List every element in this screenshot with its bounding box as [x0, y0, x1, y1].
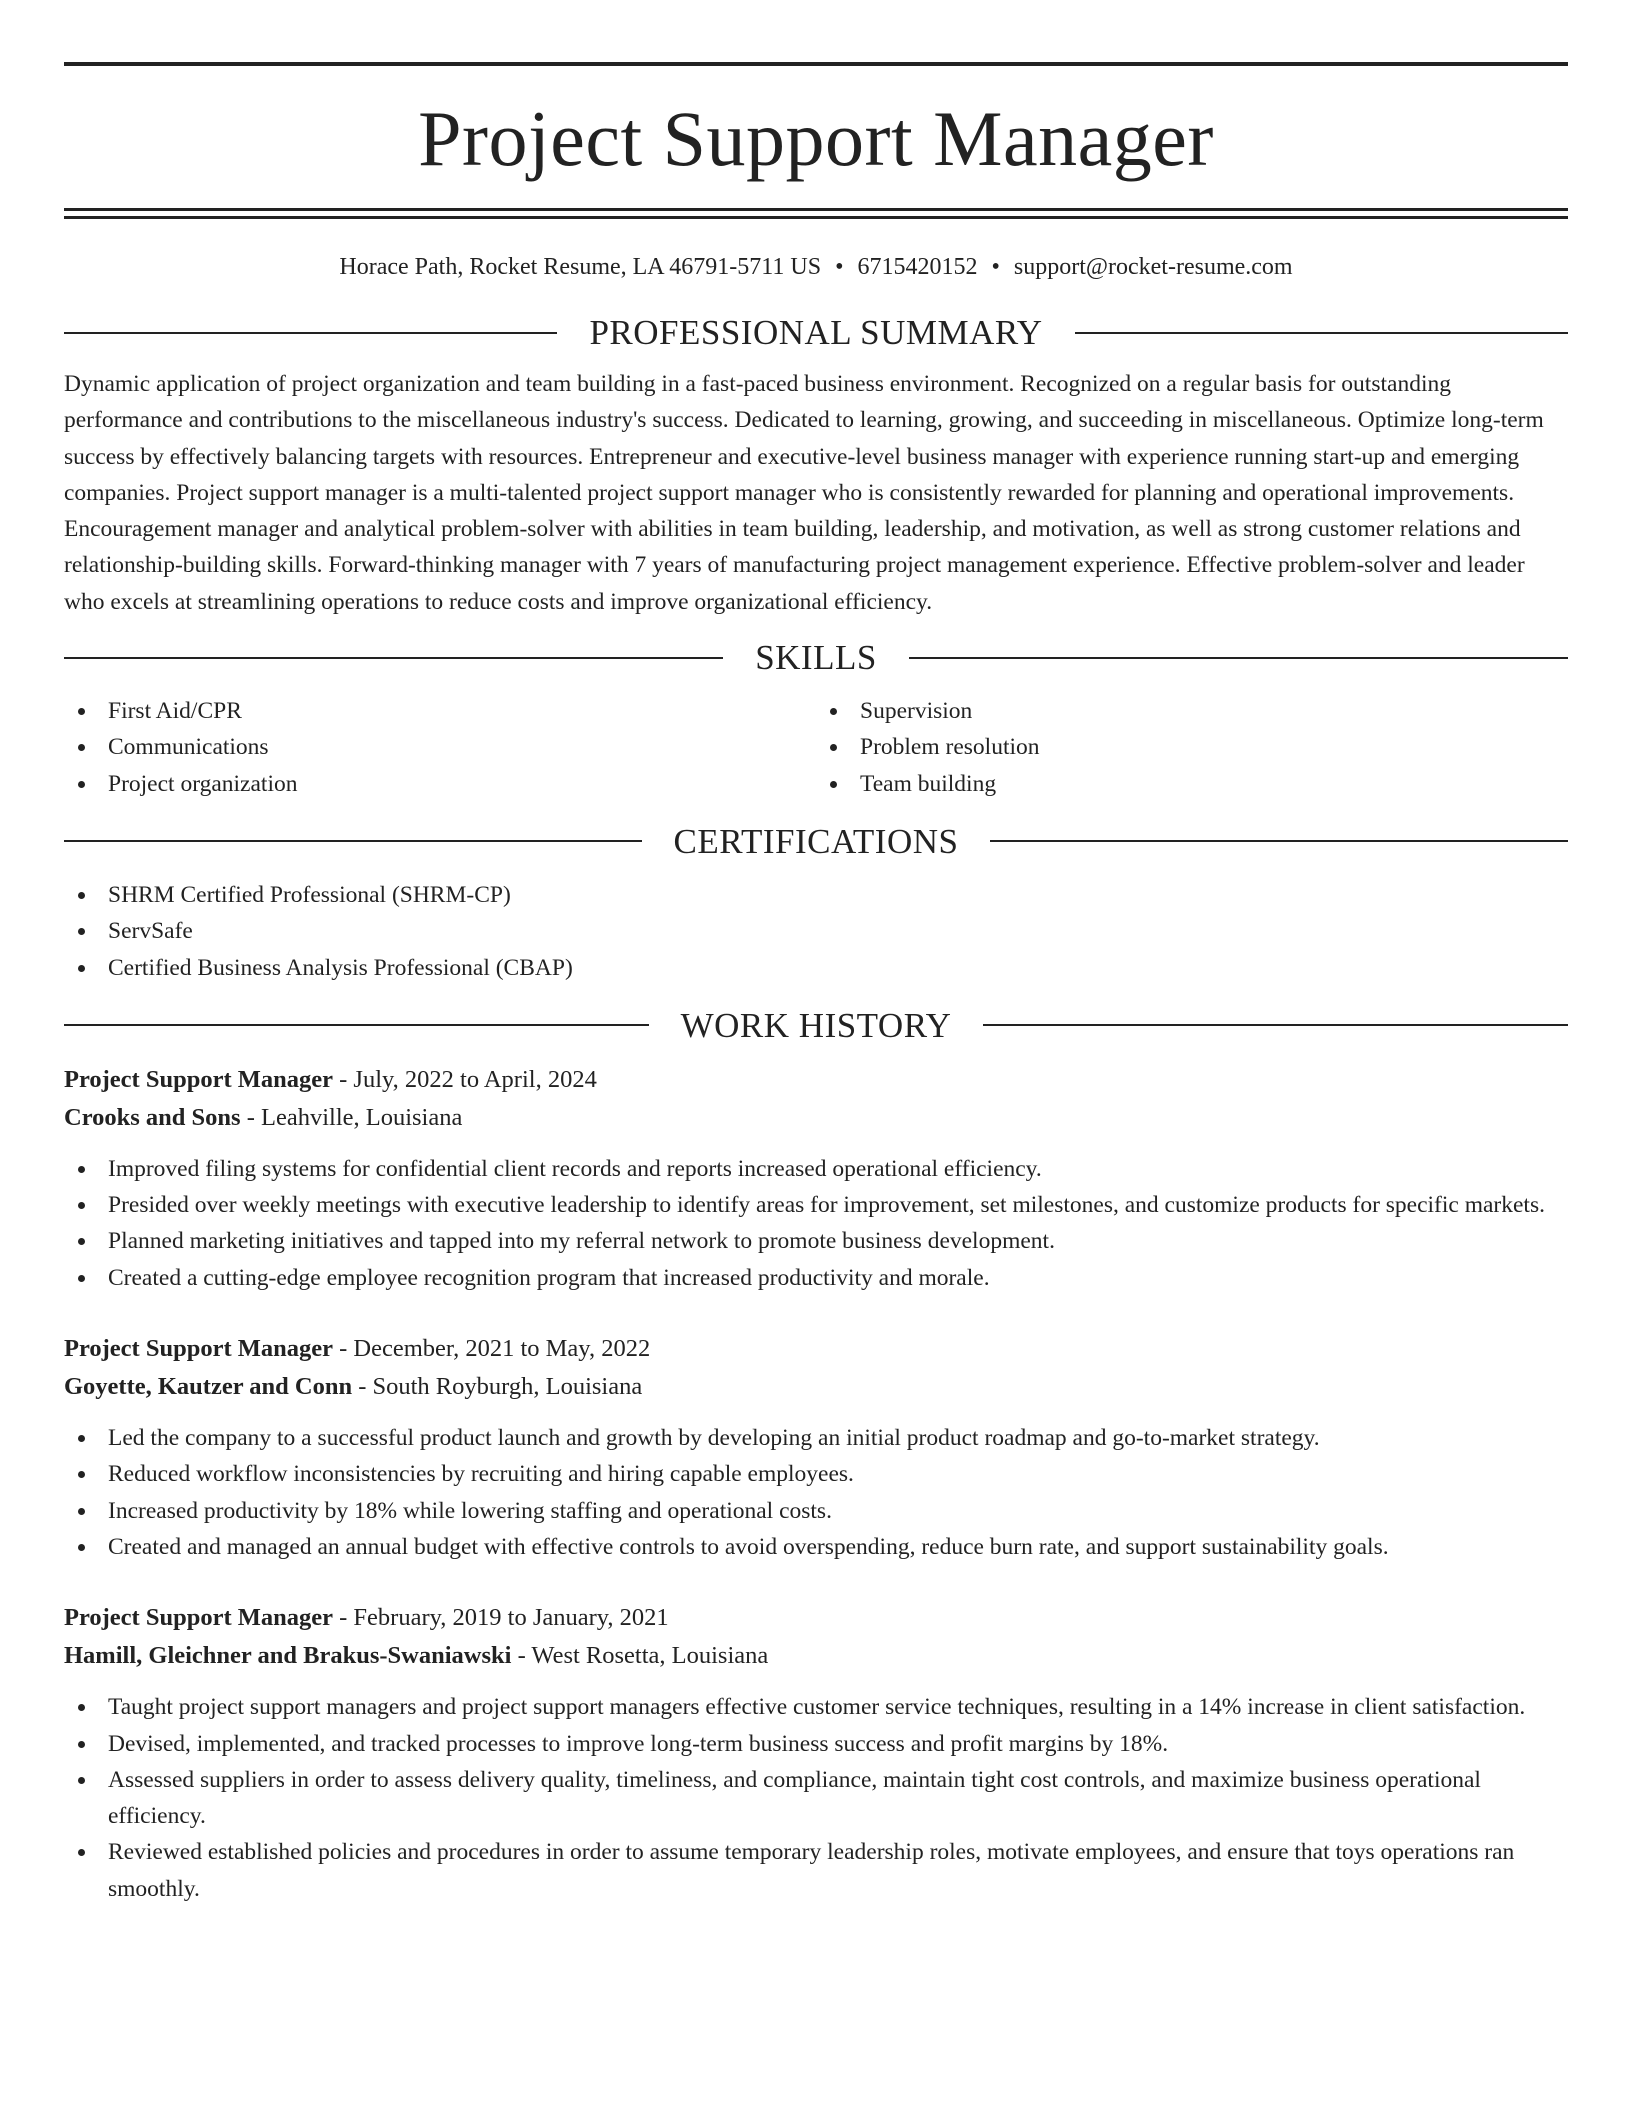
- skills-heading-label: SKILLS: [755, 638, 877, 678]
- job-role-line: [64, 1061, 1568, 1099]
- job-company: Hamill, Gleichner and Brakus-Swaniawski: [64, 1642, 512, 1670]
- skill-item: First Aid/CPR: [108, 693, 816, 729]
- job-bullet: Presided over weekly meetings with executive leadership to identify areas for improvement, set milestones, and customize products for specific markets.: [108, 1187, 1568, 1223]
- certifications-heading: [64, 821, 1568, 861]
- heading-rule: [990, 840, 1568, 842]
- skill-item: Team building: [860, 766, 1568, 802]
- job-bullet: Reviewed established policies and procedures in order to assume temporary leadership roles, motivate employees, and ensure that toys operations ran smoothly.: [108, 1834, 1568, 1907]
- skills-column-right: [816, 693, 1568, 802]
- heading-rule: [64, 1024, 649, 1026]
- job-location: - South Royburgh, Louisiana: [352, 1373, 643, 1401]
- job-role-line: [64, 1330, 1568, 1368]
- double-rule: [64, 208, 1568, 219]
- job-company-line: [64, 1368, 1568, 1406]
- summary-heading: [64, 315, 1568, 350]
- certifications-list: [64, 877, 1568, 986]
- skill-item: Problem resolution: [860, 729, 1568, 765]
- skill-item: Supervision: [860, 693, 1568, 729]
- job-company: Goyette, Kautzer and Conn: [64, 1373, 353, 1401]
- heading-rule: [1075, 332, 1568, 334]
- skills-list: [64, 693, 1568, 802]
- job-role: Project Support Manager: [64, 1604, 333, 1632]
- certifications-heading-label: CERTIFICATIONS: [673, 821, 959, 861]
- job-role: Project Support Manager: [64, 1065, 333, 1093]
- job-dates: - July, 2022 to April, 2024: [333, 1065, 597, 1093]
- heading-rule: [64, 332, 557, 334]
- summary-heading-label: PROFESSIONAL SUMMARY: [589, 313, 1043, 352]
- job-bullet: Improved filing systems for confidential client records and reports increased operational efficiency.: [108, 1151, 1568, 1187]
- job-role-line: [64, 1599, 1568, 1637]
- skills-heading: [64, 638, 1568, 678]
- contact-phone: 6715420152: [857, 254, 978, 280]
- top-rule: [64, 62, 1568, 66]
- resume-title: Project Support Manager: [418, 95, 1214, 182]
- job-bullet: Created a cutting-edge employee recognition program that increased productivity and morale.: [108, 1260, 1568, 1296]
- work-history-heading: [64, 1005, 1568, 1045]
- job-bullet: Reduced workflow inconsistencies by recruiting and hiring capable employees.: [108, 1456, 1568, 1492]
- contact-address: Horace Path, Rocket Resume, LA 46791-5711 US: [339, 254, 822, 280]
- heading-rule: [64, 657, 723, 659]
- job-dates: - February, 2019 to January, 2021: [333, 1604, 669, 1632]
- summary-text: Dynamic application of project organization and team building in a fast-paced business environment. Recognized on a regular basis for outstanding performance and contributions to the miscellaneous industry's success. Dedicated to learning, growing, and succeeding in miscellaneous. Optimize long-term success by effectively balancing targets with resources. Entrepreneur and executive-level business manager with experience running start-up and emerging companies. Project support manager is a multi-talented project support manager who is consistently rewarded for planning and operational improvements. Encouragement manager and analytical problem-solver with abilities in team building, leadership, and motivation, as well as strong customer relations and relationship-building skills. Forward-thinking manager with 7 years of manufacturing project management experience. Effective problem-solver and leader who excels at streamlining operations to reduce costs and improve organizational efficiency.: [64, 371, 1544, 615]
- job-bullets: [64, 1420, 1568, 1565]
- contact-line: [64, 255, 1568, 279]
- job-location: - West Rosetta, Louisiana: [511, 1642, 769, 1670]
- job-bullet: Increased productivity by 18% while lowering staffing and operational costs.: [108, 1493, 1568, 1529]
- job-bullet: Planned marketing initiatives and tapped into my referral network to promote business development.: [108, 1223, 1568, 1259]
- job-bullets: [64, 1151, 1568, 1296]
- certification-item: Certified Business Analysis Professional (CBAP): [108, 950, 1568, 986]
- job-company: Crooks and Sons: [64, 1103, 241, 1131]
- job-bullet: Taught project support managers and project support managers effective customer service techniques, resulting in a 14% increase in client satisfaction.: [108, 1689, 1568, 1725]
- contact-email: support@rocket-resume.com: [1013, 254, 1293, 280]
- contact-separator: •: [835, 254, 844, 280]
- job-role: Project Support Manager: [64, 1335, 333, 1363]
- job-bullets: [64, 1689, 1568, 1907]
- job-company-line: [64, 1099, 1568, 1137]
- job-entry: [64, 1330, 1568, 1565]
- certification-item: ServSafe: [108, 913, 1568, 949]
- skill-item: Communications: [108, 729, 816, 765]
- heading-rule: [983, 1024, 1568, 1026]
- job-entry: [64, 1599, 1568, 1907]
- job-location: - Leahville, Louisiana: [240, 1103, 463, 1131]
- job-bullet: Assessed suppliers in order to assess delivery quality, timeliness, and compliance, maintain tight cost controls, and maximize business operational efficiency.: [108, 1762, 1568, 1835]
- job-entry: [64, 1061, 1568, 1296]
- heading-rule: [64, 840, 642, 842]
- contact-separator: •: [991, 254, 1000, 280]
- job-bullet: Created and managed an annual budget with effective controls to avoid overspending, reduce burn rate, and support sustainability goals.: [108, 1529, 1568, 1565]
- job-company-line: [64, 1637, 1568, 1675]
- job-bullet: Led the company to a successful product launch and growth by developing an initial product roadmap and go-to-market strategy.: [108, 1420, 1568, 1456]
- skill-item: Project organization: [108, 766, 816, 802]
- work-history-heading-label: WORK HISTORY: [680, 1005, 952, 1045]
- skills-column-left: [64, 693, 816, 802]
- certification-item: SHRM Certified Professional (SHRM-CP): [108, 877, 1568, 913]
- job-bullet: Devised, implemented, and tracked processes to improve long-term business success and profit margins by 18%.: [108, 1726, 1568, 1762]
- job-dates: - December, 2021 to May, 2022: [333, 1335, 651, 1363]
- heading-rule: [909, 657, 1568, 659]
